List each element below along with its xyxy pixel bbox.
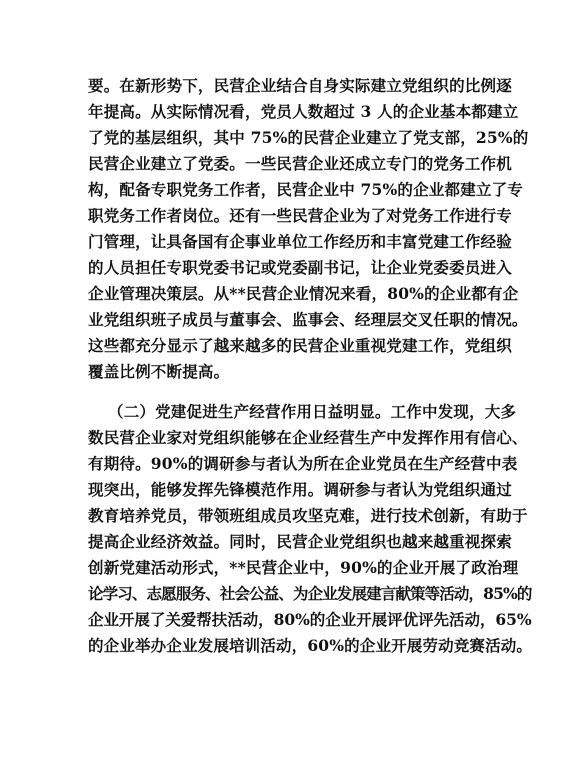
text-line: 数民营企业家对党组织能够在企业经营生产中发挥作用有信心、 — [88, 428, 528, 447]
text-line: 了党的基层组织，其中 75%的民营企业建立了党支部，25%的 — [88, 128, 529, 147]
text-line: 职党务工作者岗位。还有一些民营企业为了对党务工作进行专 — [88, 206, 512, 225]
text-line: 论学习、志愿服务、社会公益、为企业发展建言献策等活动，85%的 — [88, 584, 532, 603]
text-line: 构，配备专职党务工作者，民营企业中 75%的企业都建立了专 — [88, 180, 523, 199]
text-line: 提高企业经济效益。同时，民营企业党组织也越来越重视探索 — [88, 532, 512, 551]
text-line: 门管理，让具备国有企事业单位工作经历和丰富党建工作经验 — [88, 232, 512, 251]
text-line: （二）党建促进生产经营作用日益明显。工作中发现，大多 — [108, 402, 517, 421]
text-line: 的企业举办企业发展培训活动，60%的企业开展劳动竞赛活动。 — [88, 636, 533, 655]
text-line: 业党组织班子成员与董事会、监事会、经理层交叉任职的情况。 — [88, 310, 528, 329]
text-line: 这些都充分显示了越来越多的民营企业重视党建工作，党组织 — [88, 336, 512, 355]
text-line: 要。在新形势下，民营企业结合自身实际建立党组织的比例逐 — [88, 76, 512, 95]
text-line: 现突出，能够发挥先锋模范作用。调研参与者认为党组织通过 — [88, 480, 512, 499]
text-line: 年提高。从实际情况看，党员人数超过 3 人的企业基本都建立 — [88, 102, 519, 121]
text-line: 企业开展了关爱帮扶活动，80%的企业开展评优评先活动，65% — [88, 610, 532, 629]
text-line: 民营企业建立了党委。一些民营企业还成立专门的党务工作机 — [88, 154, 512, 173]
text-line: 的人员担任专职党委书记或党委副书记，让企业党委委员进入 — [88, 258, 512, 277]
text-line: 有期待。90%的调研参与者认为所在企业党员在生产经营中表 — [88, 454, 518, 473]
text-line: 企业管理决策层。从**民营企业情况来看，80%的企业都有企 — [88, 284, 519, 303]
text-line: 覆盖比例不断提高。 — [88, 362, 230, 381]
text-line: 教育培养党员，带领班组成员攻坚克难，进行技术创新，有助于 — [88, 506, 528, 525]
text-line: 创新党建活动形式，**民营企业中，90%的企业开展了政治理 — [88, 558, 519, 577]
